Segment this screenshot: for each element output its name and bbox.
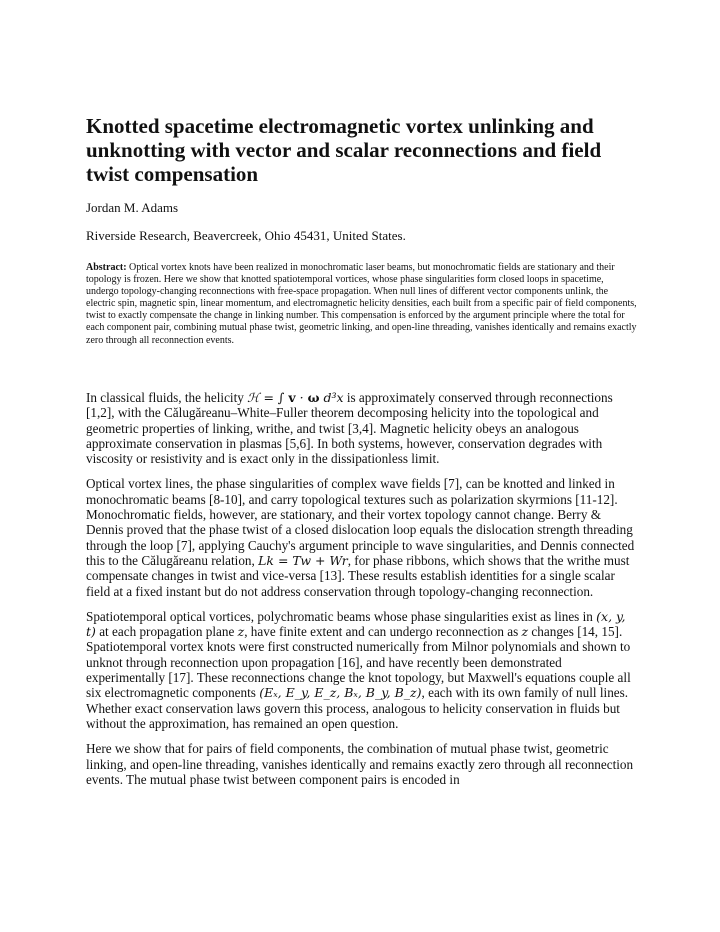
paper-title: Knotted spacetime electromagnetic vortex unlinking and unknotting with vector and scalar reconnections and field twist compensation: [86, 114, 602, 186]
abstract: [86, 262, 638, 347]
math-dot: ·: [295, 390, 308, 405]
paragraph-3: [86, 609, 638, 731]
p2-text-b: , for phase ribbons, which shows that the writhe must compensate changes in twist and vice-versa [13]. These results establish identities for a single scalar field at a fixed instant but do not address conservation through topology-changing reconnection.: [86, 552, 630, 599]
math-omega: ω: [307, 390, 320, 405]
body-text: [86, 390, 638, 797]
p3-text-c: , have finite extent and can undergo reconnection as: [244, 624, 522, 640]
paragraph-4: Here we show that for pairs of field components, the combination of mutual phase twist, geometric linking, and open-line threading, vanishes identically and remains exactly zero through all reconnection events. The mutual phase twist between component pairs is encoded in: [86, 741, 634, 787]
p3-text-e: , each with its own family of null lines. Whether exact conservation laws govern this process, analogous to helicity conservation in fluids but without the approximation, has remained an open question.: [86, 685, 629, 731]
p1-text-b: is approximately conserved through reconnections [1,2], with the Călugăreanu–White–Fuller theorem decomposing helicity into the topological and geometric properties of linking, writhe, and twist [3,4]. Magnetic helicity obeys an analogous approximate conservation in plasmas [5,6]. In both systems, however, conservation degrades with viscosity or resistivity and is exact only in the dissipationless limit.: [86, 390, 613, 467]
author: Jordan M. Adams: [86, 200, 179, 215]
p1-text-a: In classical fluids, the helicity: [86, 390, 248, 405]
abstract-text: Optical vortex knots have been realized in monochromatic laser beams, but monochromatic fields are stationary and their topology is frozen. Here we show that knotted spatiotemporal vortices, whose phase singularities form closed loops in spacetime, undergo topology-changing reconnections with free-space propagation. When null lines of different vector components unlink, the electric spin, magnetic spin, linear momentum, and electromagnetic helicity densities, each built from a specific pair of field components, twist to exactly compensate the change in linking number. This compensation is enforced by the argument principle where the total for each component pair, combining mutual phase twist, geometric linking, and open-line threading, vanishes identically and remains exactly zero through all reconnection events.: [86, 262, 637, 346]
p3-text-b: at each propagation plane: [95, 624, 238, 640]
math-field-components: (Eₓ, E_y, E_z, Bₓ, B_y, B_z): [259, 685, 422, 701]
affiliation: Riverside Research, Beavercreek, Ohio 45431, United States.: [86, 228, 406, 243]
math-helicity-symbol: ℋ: [247, 390, 260, 405]
p3-text-a: Spatiotemporal optical vortices, polychromatic beams whose phase singularities exist as lines in: [86, 608, 597, 624]
paragraph-2: [86, 476, 638, 598]
p3-text-d: changes [14, 15]. Spatiotemporal vortex knots were first constructed numerically from Milnor polynomials and shown to unknot through reconnection upon propagation [16], and have recently been demonstrated experimentally [17]. These reconnections change the knot topology, but Maxwell's equations couple all six electromagnetic components: [86, 624, 631, 701]
math-integral: = ∫: [259, 390, 289, 405]
math-z-2: z: [521, 624, 529, 640]
math-calugareanu: Lk = Tw + Wr: [258, 552, 348, 568]
math-v: v: [288, 390, 296, 405]
paragraph-1: [86, 390, 638, 466]
math-z: z: [237, 624, 245, 640]
math-d3x: d³x: [319, 390, 344, 405]
p2-text-a: Optical vortex lines, the phase singularities of complex wave fields [7], can be knotted and linked in monochromatic beams [8-10], and carry topological textures such as polarization skyrmions [11-12]. Monochromatic fields, however, are stationary, and their vortex topology cannot change. Berry & Dennis proved that the phase twist of a closed dislocation loop equals the dislocation strength threading through the loop [7], applying Cauchy's argument principle to wave singularities, and Dennis connected this to the Călugăreanu relation,: [86, 476, 635, 568]
abstract-label: Abstract:: [86, 262, 127, 273]
math-xyt: (x, y, t): [86, 608, 626, 640]
